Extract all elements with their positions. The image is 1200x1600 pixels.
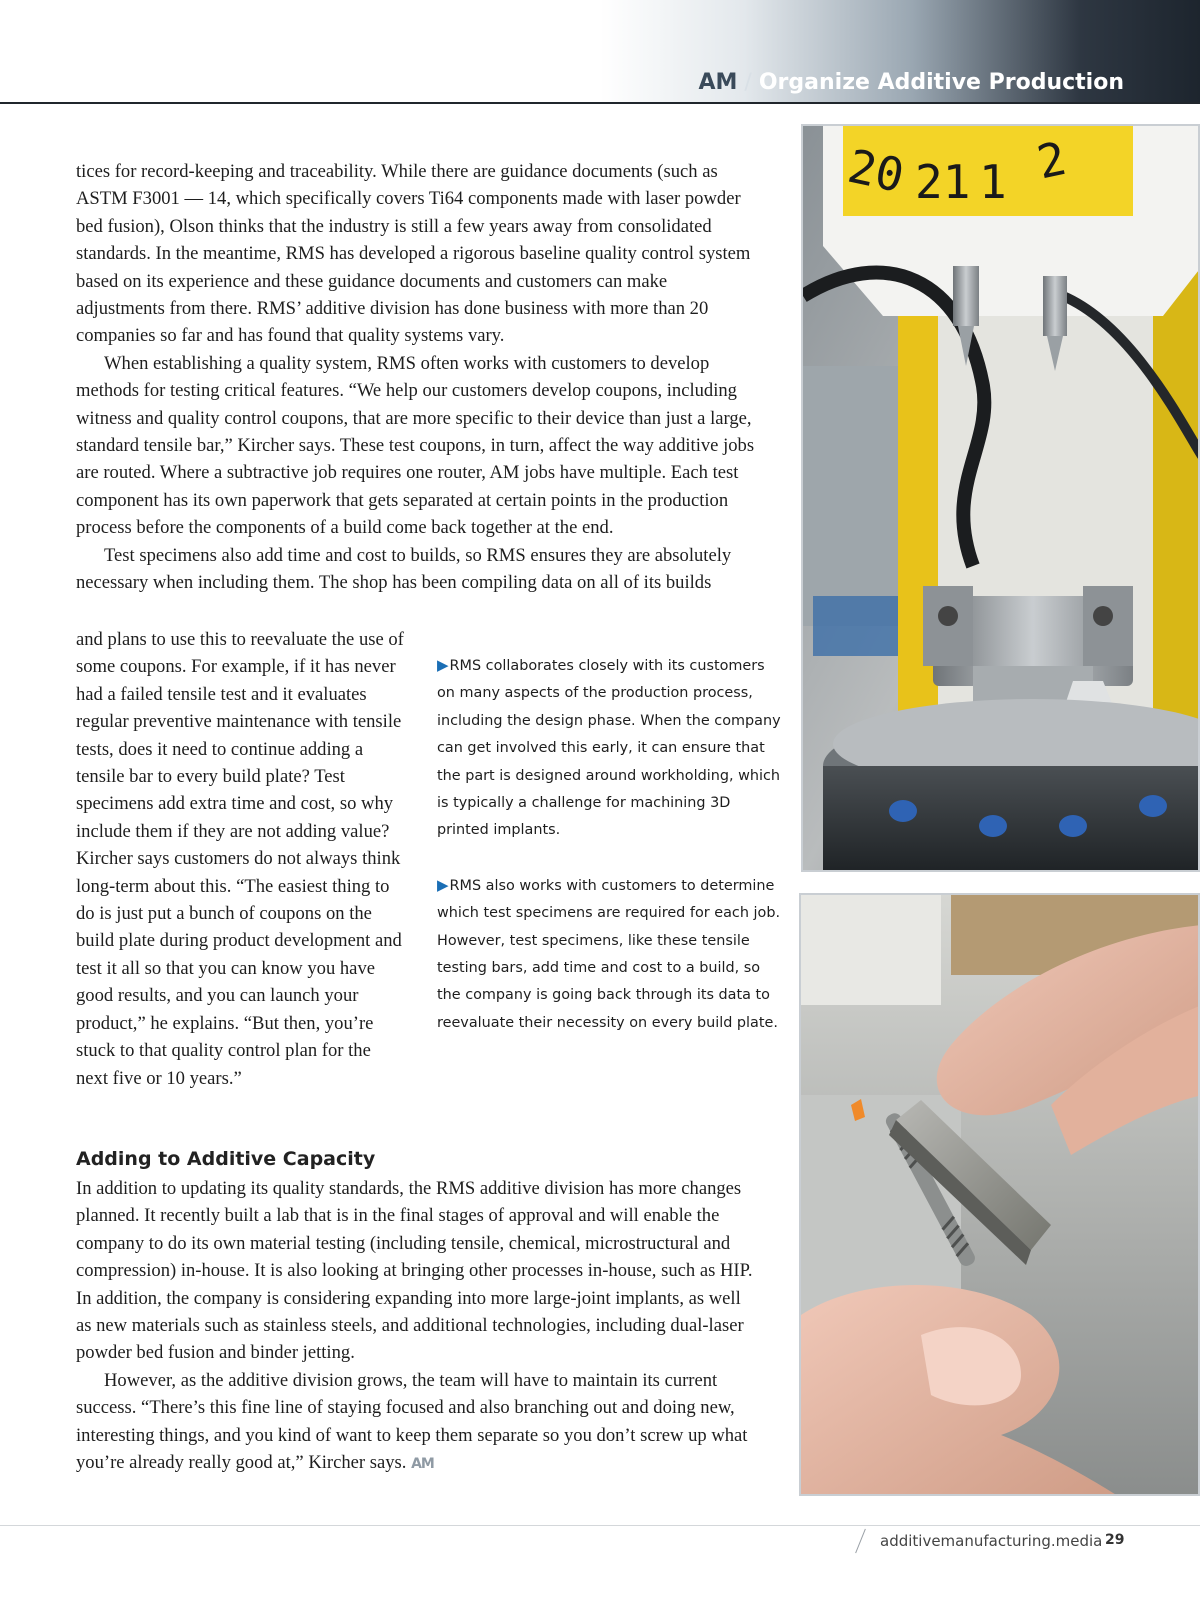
dial-number: 1 xyxy=(979,155,1007,209)
paragraph-text: However, as the additive division grows, the team will have to maintain its current success. “There’s this fine line of staying focused and also branching out and doing new, interesting things, and you kind of want to keep them separate so you don’t screw up what you’re already really good at,” Kircher says. xyxy=(76,1369,748,1474)
article-bottom-text xyxy=(76,1175,756,1478)
footer-rule xyxy=(0,1525,1200,1526)
article-narrow-text xyxy=(76,626,406,1092)
caption-text: RMS collaborates closely with its customers on many aspects of the production process, including the design phase. When the company can get involved this early, it can ensure that the part is designed around workholding, which is typically a challenge for machining 3D printed implants. xyxy=(437,658,781,839)
dial-number: 2 xyxy=(1032,130,1071,190)
caption-1 xyxy=(437,652,785,845)
article-top-text xyxy=(76,158,756,597)
dial-number: 21 xyxy=(915,155,971,209)
section-separator: / xyxy=(737,70,759,95)
page-number: 29 xyxy=(1105,1532,1125,1548)
header-rule xyxy=(0,102,1200,104)
paragraph: When establishing a quality system, RMS often works with customers to develop methods for testing critical features. “We help our customers develop coupons, including witness and quality control coupons, that are more specific to their device than just a large, standard tensile bar,” Kircher says. These test coupons, in turn, affect the way additive jobs are routed. Where a subtractive job requires one router, AM jobs have multiple. Each test component has its own paperwork that gets separated at certain points in the production process before the components of a build come back together at the end. xyxy=(76,352,755,539)
photo-tensile-bars xyxy=(799,893,1200,1496)
machine-fixture-illustration xyxy=(803,126,1200,872)
photo-captions xyxy=(437,652,785,1064)
caption-marker-icon: ▶ xyxy=(437,875,449,894)
dial-number: 20 xyxy=(843,138,909,203)
end-mark-icon: AM xyxy=(411,1456,434,1473)
photo-machine-fixture xyxy=(801,124,1200,872)
caption-text: RMS also works with customers to determine which test specimens are required for each job. However, test specimens, like these tensile testing bars, add time and cost to a build, so the company is going back through its data to reevaluate their necessity on every build plate. xyxy=(437,877,781,1031)
section-prefix: AM xyxy=(698,70,738,95)
subhead: Adding to Additive Capacity xyxy=(76,1148,376,1170)
paragraph xyxy=(76,1367,756,1479)
tensile-bars-illustration xyxy=(801,895,1200,1496)
paragraph: tices for record-keeping and traceability. While there are guidance documents (such as ASTM F3001 — 14, which specifically covers Ti64 components made with laser powder bed fusion), Olson thinks that the industry is still a few years away from consolidated standards. In the meantime, RMS has developed a rigorous baseline quality control system based on its experience and these guidance documents and customers can make adjustments from there. RMS’ additive division has done business with more than 20 companies so far and has found that quality systems vary. xyxy=(76,161,751,347)
paragraph: In addition to updating its quality standards, the RMS additive division has more changes planned. It recently built a lab that is in the final stages of approval and will enable the company to do its own material testing (including tensile, chemical, microstructural and compression) in-house. It is also looking at bringing other processes in-house, such as HIP. In addition, the company is considering expanding into more large-joint implants, as well as new materials such as stainless steels, and additional technologies, including dual-laser powder bed fusion and binder jetting. xyxy=(76,1178,753,1364)
paragraph: Test specimens also add time and cost to builds, so RMS ensures they are absolutely necessary when including them. The shop has been compiling data on all of its builds xyxy=(76,544,732,594)
caption-2 xyxy=(437,872,785,1037)
section-label xyxy=(699,70,1124,95)
section-title: Organize Additive Production xyxy=(758,70,1124,95)
paragraph: and plans to use this to reevaluate the use of some coupons. For example, if it has never had a failed tensile test and it evaluates regular preventive maintenance with tensile tests, does it need to continue adding a tensile bar to every build plate? Test specimens add extra time and cost, so why include them if they are not adding value? Kircher says customers do not always think long-term about this. “The easiest thing to do is just put a bunch of coupons on the build plate during product development and test it all so that you can know you have good results, and you can launch your product,” he explains. “But then, you’re stuck to that quality control plan for the next five or 10 years.” xyxy=(76,629,404,1089)
caption-marker-icon: ▶ xyxy=(437,656,449,674)
footer-divider xyxy=(855,1529,866,1553)
footer-site: additivemanufacturing.media xyxy=(880,1532,1103,1550)
